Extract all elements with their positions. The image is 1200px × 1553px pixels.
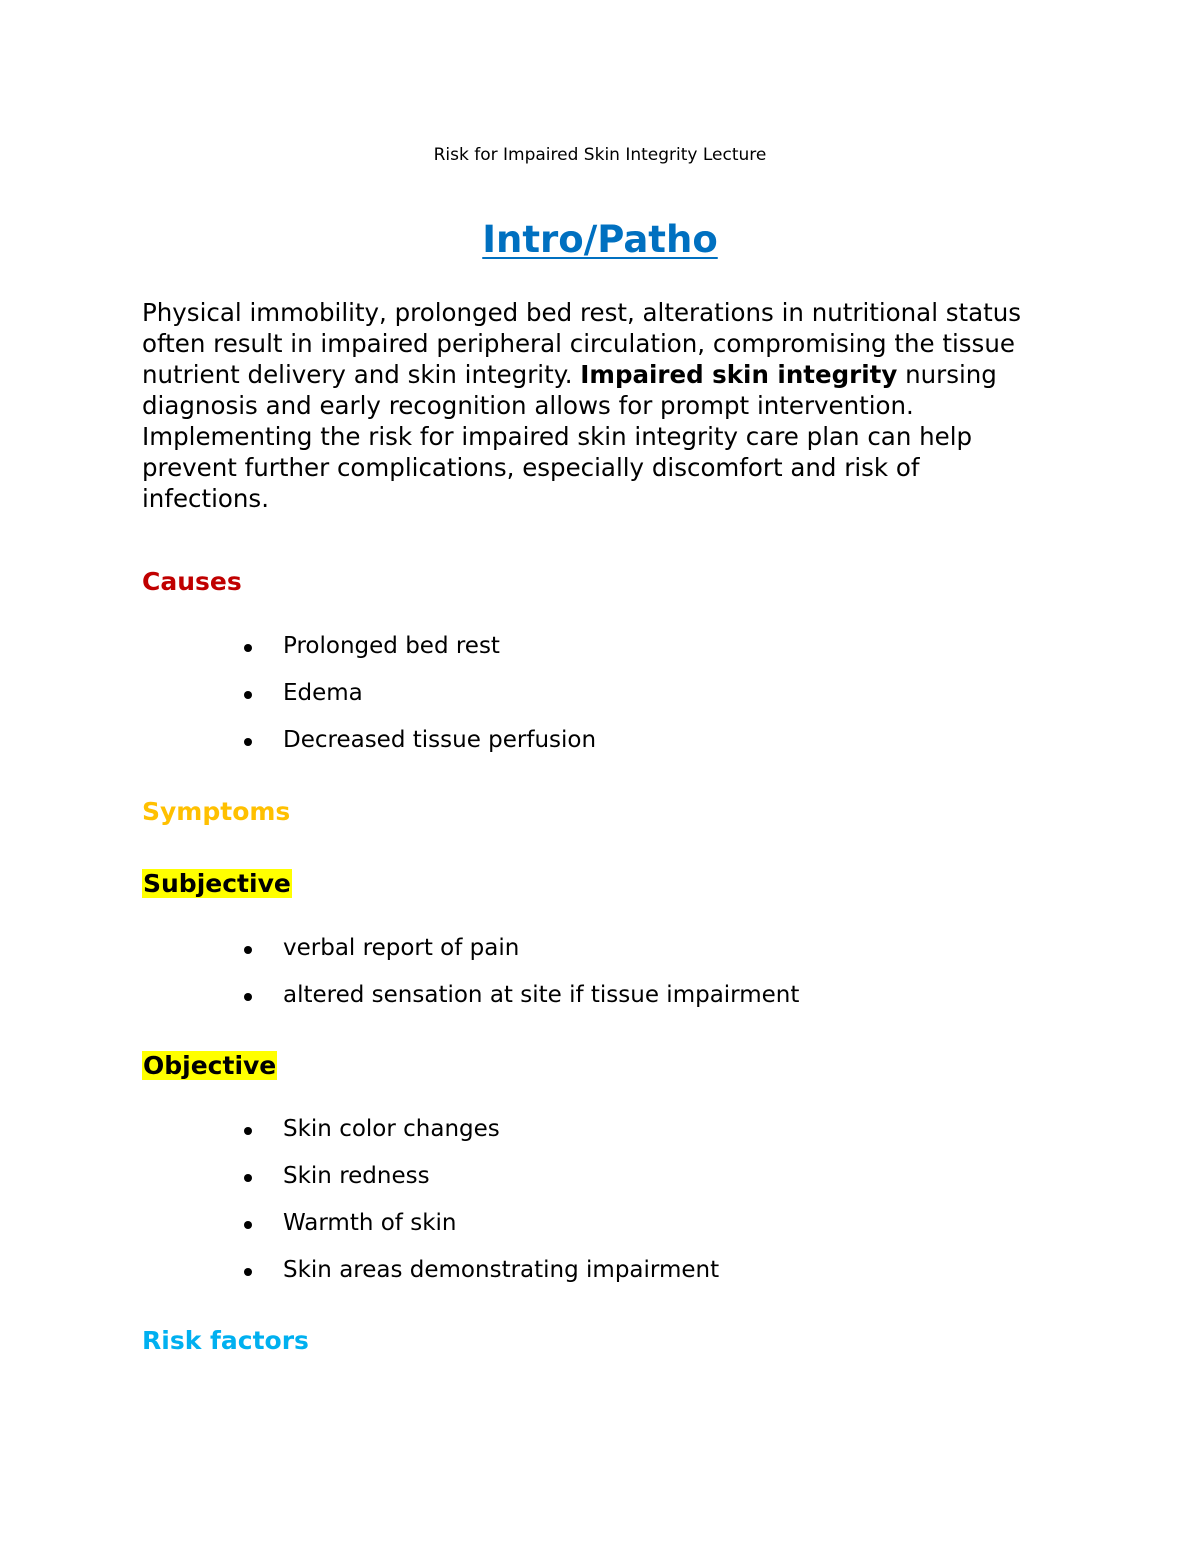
causes-item-2: Edema bbox=[283, 680, 363, 706]
subjective-heading-text: Subjective bbox=[143, 869, 291, 898]
list-item bbox=[240, 1255, 719, 1302]
bullet-icon bbox=[244, 993, 252, 1001]
list-item bbox=[240, 725, 596, 772]
intro-paragraph bbox=[142, 297, 1042, 514]
risk-factors-heading: Risk factors bbox=[142, 1326, 309, 1355]
list-item bbox=[240, 1161, 719, 1208]
causes-item-3: Decreased tissue perfusion bbox=[283, 727, 597, 753]
subjective-heading bbox=[142, 868, 292, 900]
causes-list bbox=[240, 631, 596, 772]
list-item bbox=[240, 631, 596, 678]
subjective-list bbox=[240, 933, 799, 1027]
objective-heading-text: Objective bbox=[143, 1051, 277, 1080]
page-title: Intro/Patho bbox=[482, 218, 718, 261]
bullet-icon bbox=[244, 1268, 252, 1276]
list-item bbox=[240, 933, 799, 980]
subjective-item-2: altered sensation at site if tissue impairment bbox=[283, 982, 800, 1008]
objective-heading bbox=[142, 1050, 277, 1082]
bullet-icon bbox=[244, 946, 252, 954]
page-header: Risk for Impaired Skin Integrity Lecture bbox=[433, 145, 767, 165]
objective-list bbox=[240, 1114, 719, 1302]
bullet-icon bbox=[244, 1221, 252, 1229]
objective-item-1: Skin color changes bbox=[283, 1116, 500, 1142]
intro-text-part-2: nursing diagnosis and early recognition allows for prompt intervention. Implementing the risk for impaired skin integrity care plan can help prevent further complications, especially discomfort and risk of infections. bbox=[142, 360, 997, 513]
causes-item-1: Prolonged bed rest bbox=[283, 633, 500, 659]
intro-bold-term: Impaired skin integrity bbox=[580, 360, 898, 389]
list-item bbox=[240, 980, 799, 1027]
list-item bbox=[240, 1114, 719, 1161]
bullet-icon bbox=[244, 1127, 252, 1135]
list-item bbox=[240, 1208, 719, 1255]
bullet-icon bbox=[244, 738, 252, 746]
objective-item-3: Warmth of skin bbox=[283, 1210, 457, 1236]
objective-item-2: Skin redness bbox=[283, 1163, 430, 1189]
list-item bbox=[240, 678, 596, 725]
intro-text-part-1: Physical immobility, prolonged bed rest, alterations in nutritional status often result in impaired peripheral circulation, compromising the tissue nutrient delivery and skin integrity. bbox=[142, 298, 1022, 389]
subjective-item-1: verbal report of pain bbox=[283, 935, 520, 961]
causes-heading: Causes bbox=[142, 567, 242, 596]
objective-item-4: Skin areas demonstrating impairment bbox=[283, 1257, 720, 1283]
bullet-icon bbox=[244, 1174, 252, 1182]
bullet-icon bbox=[244, 691, 252, 699]
bullet-icon bbox=[244, 644, 252, 652]
symptoms-heading: Symptoms bbox=[142, 797, 291, 826]
